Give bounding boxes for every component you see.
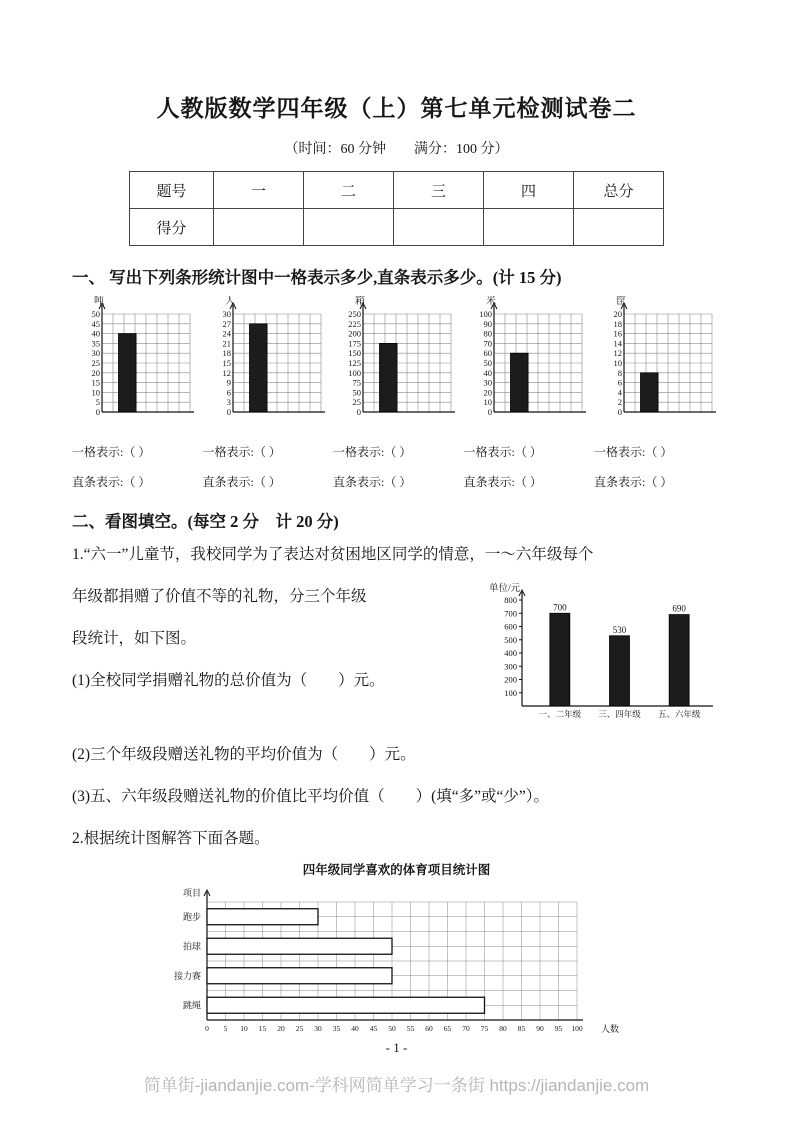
svg-text:250: 250 — [348, 309, 361, 319]
svg-text:80: 80 — [483, 328, 492, 339]
svg-text:60: 60 — [483, 348, 492, 359]
score-table-header-row — [130, 172, 664, 209]
svg-text:5: 5 — [223, 1024, 227, 1033]
svg-text:70: 70 — [483, 338, 492, 349]
bar-chart-meters — [464, 296, 588, 430]
score-empty-cell — [484, 209, 574, 246]
chart-cell — [464, 296, 591, 490]
svg-text:人数: 人数 — [600, 1024, 619, 1034]
svg-text:225: 225 — [348, 318, 361, 329]
chart-cell — [72, 296, 199, 490]
svg-text:30: 30 — [91, 348, 100, 359]
svg-text:15: 15 — [222, 358, 231, 368]
score-header-cell: 二 — [304, 172, 394, 209]
bar-chart-boxes — [333, 296, 457, 430]
svg-text:100: 100 — [504, 687, 517, 698]
score-empty-cell — [304, 209, 394, 246]
svg-text:30: 30 — [313, 1024, 322, 1033]
sports-chart-block — [157, 860, 637, 1050]
page-number: - 1 - — [385, 1040, 408, 1055]
bar-represents-label: 直条表示:（ ） — [72, 475, 151, 489]
svg-text:单位/元: 单位/元 — [489, 584, 521, 594]
chart-cell — [203, 296, 330, 490]
q1-line-2: 年级都捐赠了价值不等的礼物，分三个年级 — [72, 588, 367, 605]
page-subtitle: （时间：60 分钟 满分：100 分） — [284, 142, 509, 157]
svg-text:700: 700 — [553, 602, 567, 613]
svg-text:175: 175 — [348, 338, 361, 349]
svg-text:吨: 吨 — [94, 296, 104, 307]
svg-text:30: 30 — [222, 309, 231, 319]
svg-text:45: 45 — [369, 1024, 377, 1033]
svg-text:4: 4 — [617, 387, 622, 398]
bar-represents-label: 直条表示:（ ） — [333, 475, 412, 489]
svg-text:70: 70 — [461, 1024, 470, 1033]
svg-text:45: 45 — [91, 318, 100, 329]
score-table — [129, 171, 664, 246]
svg-text:12: 12 — [222, 367, 231, 378]
score-empty-cell — [394, 209, 484, 246]
svg-text:700: 700 — [504, 608, 517, 619]
q1-item-1: (1)全校同学捐赠礼物的总价值为（ ）元。 — [72, 672, 385, 689]
score-table-score-row — [130, 209, 664, 246]
svg-text:跳绳: 跳绳 — [182, 1000, 201, 1011]
bar-chart-baskets — [594, 296, 718, 430]
site-footer-text: 简单街-jiandanjie.com-学科网简单学习一条街 https://jiandanjie.com — [143, 1076, 650, 1095]
svg-text:0: 0 — [226, 407, 231, 417]
svg-text:20: 20 — [276, 1024, 285, 1033]
svg-text:125: 125 — [348, 358, 361, 368]
q1-line-1: 1.“六一”儿童节，我校同学为了表达对贫困地区同学的情意，一～六年级每个 — [72, 546, 594, 563]
svg-text:50: 50 — [352, 387, 361, 398]
svg-text:5: 5 — [95, 397, 100, 408]
svg-text:50: 50 — [387, 1024, 396, 1033]
svg-text:150: 150 — [348, 348, 361, 359]
donation-bar-chart — [486, 582, 721, 734]
svg-text:90: 90 — [535, 1024, 544, 1033]
bar-chart-people — [203, 296, 327, 430]
svg-text:9: 9 — [226, 377, 231, 388]
svg-text:20: 20 — [613, 309, 622, 319]
svg-text:20: 20 — [91, 367, 100, 378]
score-empty-cell — [574, 209, 664, 246]
score-header-cell: 一 — [214, 172, 304, 209]
svg-text:10: 10 — [239, 1024, 248, 1033]
grid-represents-label: 一格表示:（ ） — [463, 445, 542, 459]
svg-text:三、四年级: 三、四年级 — [598, 709, 641, 719]
svg-text:16: 16 — [613, 328, 622, 339]
chart-cell — [333, 296, 460, 490]
svg-text:30: 30 — [483, 377, 492, 388]
svg-text:10: 10 — [483, 397, 492, 408]
bar-chart-tons — [72, 296, 196, 430]
score-row-label: 得分 — [130, 209, 214, 246]
svg-text:690: 690 — [672, 603, 686, 614]
svg-text:项目: 项目 — [182, 888, 201, 898]
bar-represents-label: 直条表示:（ ） — [463, 475, 542, 489]
svg-text:25: 25 — [352, 397, 361, 408]
q1-item-3: (3)五、六年级段赠送礼物的价值比平均价值（ ）(填“多”或“少”）。 — [72, 788, 550, 805]
svg-text:530: 530 — [612, 624, 627, 635]
svg-text:35: 35 — [332, 1024, 340, 1033]
svg-text:55: 55 — [406, 1024, 414, 1033]
section-two-heading: 二、看图填空。(每空 2 分 计 20 分) — [72, 512, 339, 531]
svg-text:0: 0 — [487, 407, 492, 417]
svg-text:800: 800 — [504, 595, 517, 605]
grid-represents-label: 一格表示:（ ） — [333, 445, 412, 459]
svg-text:接力赛: 接力赛 — [173, 970, 201, 981]
svg-text:18: 18 — [222, 348, 231, 359]
svg-text:50: 50 — [483, 358, 492, 368]
svg-text:0: 0 — [617, 407, 622, 417]
svg-text:6: 6 — [617, 377, 622, 388]
score-empty-cell — [214, 209, 304, 246]
svg-text:6: 6 — [226, 387, 231, 398]
svg-text:跑步: 跑步 — [182, 911, 201, 922]
sports-chart-title: 四年级同学喜欢的体育项目统计图 — [302, 863, 491, 877]
svg-text:40: 40 — [483, 367, 492, 378]
bar-represents-label: 直条表示:（ ） — [202, 475, 281, 489]
svg-text:500: 500 — [504, 634, 517, 645]
svg-text:85: 85 — [517, 1024, 525, 1033]
svg-text:15: 15 — [258, 1024, 266, 1033]
chart-cell — [594, 296, 721, 490]
svg-text:筐: 筐 — [616, 296, 626, 307]
svg-text:18: 18 — [613, 318, 622, 329]
svg-text:米: 米 — [485, 296, 496, 307]
section-one-heading: 一、 写出下列条形统计图中一格表示多少,直条表示多少。(计 15 分) — [72, 268, 562, 287]
svg-text:20: 20 — [483, 387, 492, 398]
svg-text:400: 400 — [504, 648, 517, 658]
svg-text:拍球: 拍球 — [182, 941, 201, 952]
svg-text:75: 75 — [480, 1024, 488, 1033]
svg-text:0: 0 — [204, 1024, 209, 1033]
score-header-cell: 四 — [484, 172, 574, 209]
svg-text:24: 24 — [222, 328, 231, 339]
svg-text:60: 60 — [424, 1024, 433, 1033]
svg-text:600: 600 — [504, 621, 517, 632]
page-title: 人教版数学四年级（上）第七单元检测试卷二 — [156, 96, 637, 121]
sports-horizontal-bar-chart — [157, 878, 637, 1050]
svg-text:0: 0 — [356, 407, 361, 417]
svg-text:100: 100 — [570, 1024, 583, 1033]
grid-represents-label: 一格表示:（ ） — [594, 445, 673, 459]
svg-text:3: 3 — [226, 397, 231, 408]
svg-text:箱: 箱 — [355, 296, 365, 307]
bar-represents-label: 直条表示:（ ） — [594, 475, 673, 489]
svg-text:0: 0 — [95, 407, 100, 417]
svg-text:人: 人 — [224, 296, 235, 307]
svg-text:27: 27 — [222, 318, 231, 329]
svg-text:80: 80 — [498, 1024, 507, 1033]
question-1 — [72, 534, 721, 818]
svg-text:40: 40 — [350, 1024, 359, 1033]
score-header-cell: 总分 — [574, 172, 664, 209]
svg-text:100: 100 — [478, 309, 492, 319]
question-2-text: 2.根据统计图解答下面各题。 — [72, 830, 270, 847]
svg-text:25: 25 — [295, 1024, 303, 1033]
svg-text:90: 90 — [483, 318, 492, 329]
grid-represents-label: 一格表示:（ ） — [72, 445, 151, 459]
svg-text:65: 65 — [443, 1024, 451, 1033]
svg-text:2: 2 — [617, 397, 622, 408]
svg-text:五、六年级: 五、六年级 — [657, 709, 701, 719]
q1-item-2: (2)三个年级段赠送礼物的平均价值为（ ）元。 — [72, 746, 416, 763]
grid-represents-label: 一格表示:（ ） — [202, 445, 281, 459]
svg-text:8: 8 — [617, 367, 622, 378]
svg-text:75: 75 — [352, 377, 361, 388]
svg-text:35: 35 — [91, 338, 100, 349]
svg-text:12: 12 — [613, 348, 622, 359]
svg-text:21: 21 — [222, 338, 231, 349]
svg-text:10: 10 — [613, 358, 622, 368]
svg-text:200: 200 — [504, 674, 517, 685]
svg-text:95: 95 — [554, 1024, 562, 1033]
svg-text:50: 50 — [91, 309, 100, 319]
svg-text:25: 25 — [91, 358, 100, 368]
svg-text:14: 14 — [613, 338, 622, 349]
section-one-charts — [72, 296, 721, 490]
svg-text:10: 10 — [91, 387, 100, 398]
svg-text:40: 40 — [91, 328, 100, 339]
score-header-cell: 三 — [394, 172, 484, 209]
svg-text:300: 300 — [504, 661, 517, 672]
svg-text:一、二年级: 一、二年级 — [538, 709, 582, 719]
svg-text:200: 200 — [348, 328, 361, 339]
svg-text:100: 100 — [348, 367, 361, 378]
score-header-cell: 题号 — [130, 172, 214, 209]
q1-line-3: 段统计，如下图。 — [72, 630, 197, 647]
svg-text:15: 15 — [91, 377, 100, 388]
